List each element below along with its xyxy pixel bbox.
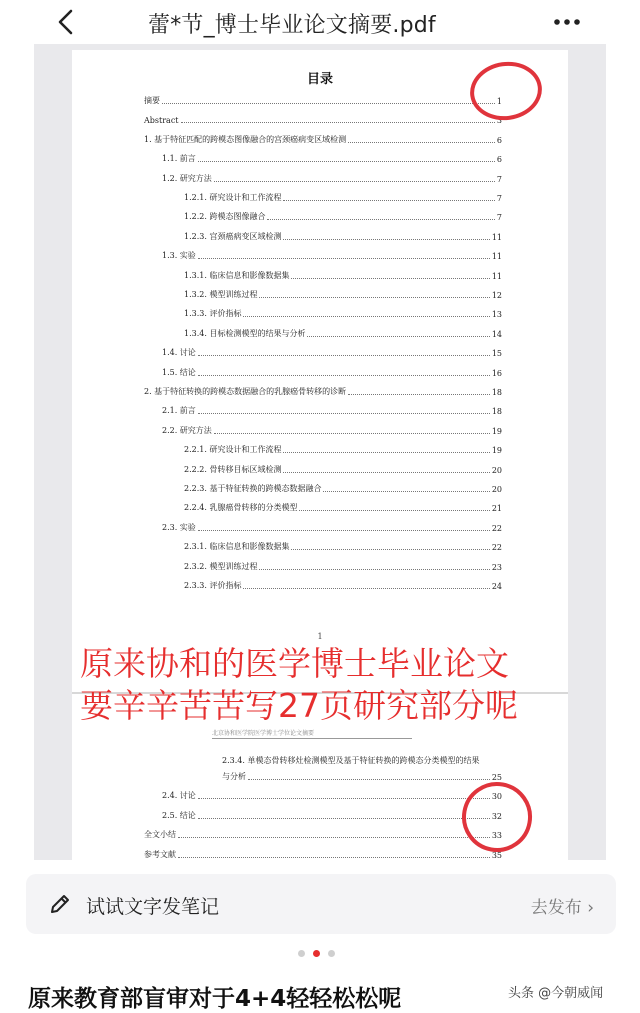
toc-item (162, 402, 502, 416)
toc-item (162, 519, 502, 533)
toc-leader (323, 490, 489, 492)
toc-item-page: 6 (496, 135, 502, 145)
toc-leader (283, 471, 489, 473)
toc-item-page: 3 (496, 116, 502, 126)
toc-item (144, 826, 502, 840)
toc-leader (162, 102, 495, 104)
toc-item (184, 325, 502, 339)
toc-item-label: 2.4. 讨论 (162, 791, 196, 801)
toc-item (144, 131, 502, 145)
toc-leader (243, 315, 489, 317)
toc-item-page: 14 (491, 329, 502, 339)
post-caption: 原来教育部盲审对于4+4轻轻松松呢 (28, 986, 402, 1012)
toc-item-label: 2.3.4. 单模态骨转移灶检测模型及基于特征转换的跨模态分类模型的结果 (222, 756, 480, 765)
toc-item (144, 846, 502, 860)
toc-leader (198, 529, 490, 531)
toc-leader (291, 277, 489, 279)
toc-item-page: 20 (491, 485, 502, 494)
toc-item-label: 1.3.4. 目标检测模型的结果与分析 (184, 328, 306, 338)
toc-item-page: 12 (491, 291, 502, 300)
toc-item-label: 2.3. 实验 (162, 522, 196, 532)
toc-item-label: 1.2.2. 跨模态图像融合 (184, 212, 266, 222)
toc-item (144, 111, 502, 125)
toc-item-label: 1. 基于特征匹配的跨模态图像融合的宫颈癌病变区域检测 (144, 134, 347, 144)
toc-item-page: 30 (491, 792, 502, 802)
toc-leader (348, 393, 490, 395)
toc-item-page: 11 (491, 271, 502, 281)
toc-item-label: 全文小结 (144, 830, 176, 840)
toc-item-label: 1.5. 结论 (162, 367, 196, 377)
toc-leader (283, 451, 489, 453)
toc-item-page: 19 (491, 446, 502, 456)
toc-item-page: 11 (491, 252, 502, 262)
toc-item-label: 摘要 (144, 96, 160, 105)
toc-item-label: 与分析 (222, 772, 246, 781)
toc-leader (267, 218, 494, 220)
note-bar[interactable] (26, 874, 616, 934)
toc-item-label: 2.5. 结论 (162, 810, 196, 820)
overlay-text-line-1: 原来协和的医学博士毕业论文 (80, 644, 509, 683)
toc-item-page: 7 (496, 194, 502, 203)
toc-item-label: 1.2.1. 研究设计和工作流程 (184, 193, 282, 202)
toc-leader (283, 199, 494, 201)
back-button[interactable] (50, 6, 82, 38)
toc-item-page: 11 (491, 232, 502, 242)
toc-item-label: Abstract (144, 116, 179, 126)
toc-item-page: 21 (491, 504, 502, 514)
toc-item-label: 1.3.2. 模型训练过程 (184, 290, 258, 299)
toc-item-label: 2.1. 前言 (162, 406, 196, 416)
page-number: 1 (317, 632, 323, 641)
toc-item (184, 208, 502, 222)
toc-leader (178, 836, 490, 838)
toc-leader (283, 238, 489, 240)
toc-item-label: 2.2.3. 基于特征转换的跨模态数据融合 (184, 484, 322, 493)
document-title: 蕾*节_博士毕业论文摘要.pdf (148, 13, 436, 38)
toc-item (144, 92, 502, 106)
toc-item-page: 22 (491, 543, 502, 553)
toc-item (162, 787, 502, 801)
toc-item-page: 33 (491, 831, 502, 841)
toc-item (144, 383, 502, 397)
toc-item-page: 25 (491, 773, 502, 782)
top-bar (0, 0, 640, 44)
toc-item-page: 20 (491, 465, 502, 475)
toc-leader (248, 778, 490, 780)
toc-item-label: 1.3.3. 评价指标 (184, 309, 242, 319)
toc-item-page: 6 (496, 155, 502, 165)
toc-item (162, 364, 502, 378)
toc-leader (198, 412, 490, 414)
toc-leader (198, 257, 490, 259)
toc-leader (198, 817, 490, 819)
toc-item-page: 7 (496, 174, 502, 184)
carousel-dot-active[interactable] (313, 950, 320, 957)
toc-item (222, 768, 502, 782)
overlay-text-line-2: 要辛辛苦苦写27页研究部分呢 (80, 686, 518, 725)
carousel-indicator (298, 950, 342, 960)
toc-item-page: 7 (496, 213, 502, 223)
toc-item-label: 1.1. 前言 (162, 154, 196, 164)
toc-item-label: 2.3.2. 模型训练过程 (184, 561, 258, 571)
toc-item-label: 2.2.4. 乳腺癌骨转移的分类模型 (184, 503, 298, 513)
page-header: 北京协和医学院医学博士学位论文摘要 (212, 728, 412, 739)
toc-item-label: 1.4. 讨论 (162, 348, 196, 358)
more-button[interactable] (548, 8, 588, 36)
toc-item (184, 441, 502, 455)
toc-item-page: 18 (491, 388, 502, 397)
publish-button[interactable]: 去发布 › (530, 898, 594, 918)
toc-item (184, 480, 502, 494)
toc-leader (214, 432, 490, 434)
toc-item-label: 1.3.1. 临床信息和影像数据集 (184, 270, 290, 280)
carousel-dot[interactable] (298, 950, 305, 957)
toc-item (162, 422, 502, 436)
toc-item (184, 499, 502, 513)
toc-item-label: 2.2. 研究方法 (162, 425, 212, 435)
toc-item (184, 305, 502, 319)
toc-leader (181, 121, 495, 123)
note-prompt[interactable]: 试试文字发笔记 (86, 896, 220, 918)
toc-item-page: 13 (491, 310, 502, 320)
toc-leader (348, 141, 495, 143)
toc-item-label: 2.2.2. 骨转移目标区域检测 (184, 464, 282, 474)
toc-leader (214, 180, 495, 182)
pen-icon (48, 892, 72, 916)
toc-leader (198, 160, 495, 162)
toc-leader (198, 797, 490, 799)
toc-item (162, 807, 502, 821)
toc-item-label: 参考文献 (144, 849, 176, 859)
toc-item-page: 15 (491, 349, 502, 359)
toc-title: 目录 (306, 72, 333, 87)
toc-leader (259, 296, 489, 298)
toc-item-page: 23 (491, 562, 502, 572)
toc-item-page: 22 (491, 523, 502, 533)
toc-leader (291, 548, 489, 550)
toc-item-page: 32 (491, 811, 502, 821)
toc-item (184, 189, 502, 203)
toc-item-page: 1 (496, 97, 502, 106)
toc-item (184, 228, 502, 242)
toc-item (184, 267, 502, 281)
toc-item-label: 2.3.3. 评价指标 (184, 581, 242, 590)
toc-leader (299, 509, 489, 511)
toc-leader (307, 335, 489, 337)
chevron-left-icon (50, 6, 82, 38)
toc-leader (178, 856, 490, 858)
toc-leader (243, 587, 489, 589)
toc-item (162, 150, 502, 164)
toc-item (162, 170, 502, 184)
toc-item-label: 2.2.1. 研究设计和工作流程 (184, 445, 282, 455)
toc-item-page: 24 (491, 582, 502, 591)
toc-item (184, 286, 502, 300)
toc-leader (198, 374, 490, 376)
toc-item-page: 16 (491, 368, 502, 378)
pdf-page-1 (72, 50, 568, 692)
toc-item (162, 344, 502, 358)
pdf-viewer[interactable] (34, 44, 606, 860)
toc-item-page: 18 (491, 407, 502, 417)
toc-item-label: 1.2. 研究方法 (162, 173, 212, 183)
toc-item (222, 752, 512, 766)
toc-item-label: 1.2.3. 宫颈癌病变区域检测 (184, 231, 282, 241)
watermark: 头条 @今朝威闻 (508, 986, 604, 1001)
carousel-dot[interactable] (328, 950, 335, 957)
toc-item (184, 577, 502, 591)
toc-item-label: 1.3. 实验 (162, 251, 196, 261)
toc-item (162, 247, 502, 261)
toc-item-label: 2.3.1. 临床信息和影像数据集 (184, 542, 290, 552)
more-icon (548, 8, 588, 36)
toc-item-page: 35 (491, 850, 502, 860)
toc-item-label: 2. 基于特征转换的跨模态数据融合的乳腺癌骨转移的诊断 (144, 387, 347, 396)
toc-leader (259, 568, 489, 570)
toc-item (184, 538, 502, 552)
toc-item (184, 558, 502, 572)
toc-item (184, 461, 502, 475)
toc-item-page: 19 (491, 426, 502, 436)
toc-leader (198, 354, 490, 356)
